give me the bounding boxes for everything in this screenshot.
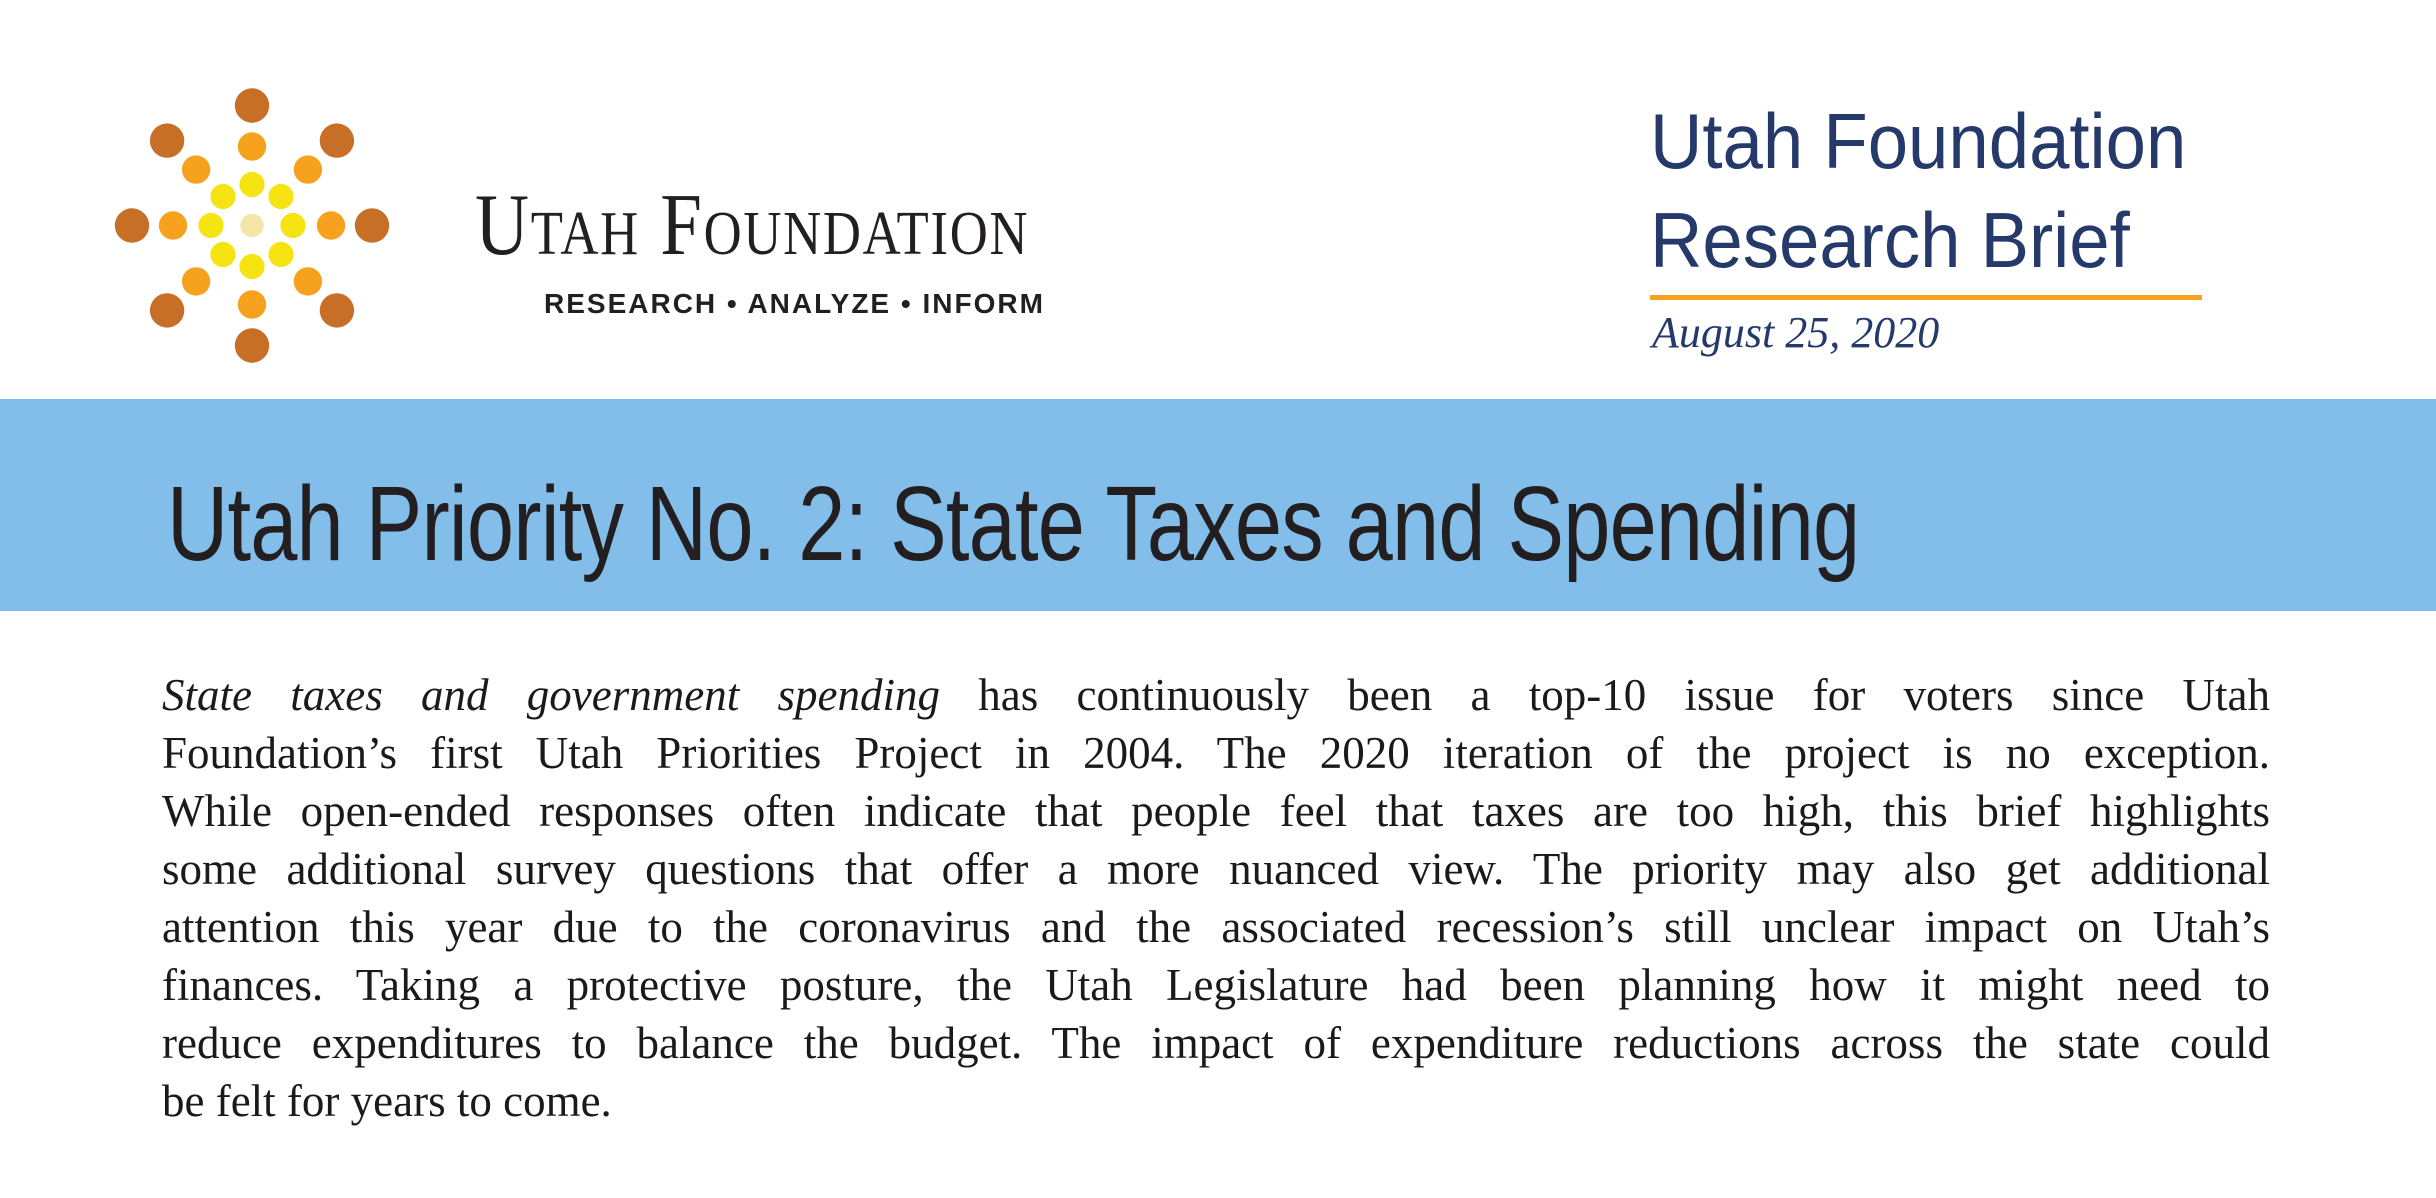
- masthead-title-line2: Research Brief: [1650, 196, 2130, 284]
- publication-date: August 25, 2020: [1652, 308, 1940, 357]
- body-line: Foundation’s first Utah Priorities Project in 2004. The 2020 iteration of the project is no exception.: [162, 728, 2270, 778]
- masthead-accent-rule: [1650, 295, 2202, 300]
- title-banner: [0, 399, 2436, 611]
- body-line: finances. Taking a protective posture, the Utah Legislature had been planning how it might need to: [162, 960, 2270, 1010]
- body-line: attention this year due to the coronavirus and the associated recession’s still unclear impact on Utah’s: [162, 902, 2270, 952]
- logo-wordmark: Utah Foundation: [475, 177, 1030, 274]
- article-body: [162, 666, 2270, 1130]
- body-line: While open-ended responses often indicate that people feel that taxes are too high, this brief highlights: [162, 786, 2270, 836]
- body-line: State taxes and government spending has continuously been a top-10 issue for voters since Utah: [162, 670, 2270, 720]
- starburst-logo-icon: [0, 0, 430, 400]
- masthead-title-line1: Utah Foundation: [1650, 97, 2187, 185]
- body-line: reduce expenditures to balance the budget. The impact of expenditure reductions across the state could: [162, 1018, 2270, 1068]
- body-line: some additional survey questions that offer a more nuanced view. The priority may also get additional: [162, 844, 2270, 894]
- lead-italic-phrase: State taxes and government spending: [162, 670, 940, 720]
- body-line: be felt for years to come.: [162, 1076, 612, 1126]
- masthead-title: [1650, 92, 2186, 290]
- brief-title: Utah Priority No. 2: State Taxes and Spending: [167, 465, 1860, 583]
- logo-tagline: RESEARCH • ANALYZE • INFORM: [544, 288, 1045, 319]
